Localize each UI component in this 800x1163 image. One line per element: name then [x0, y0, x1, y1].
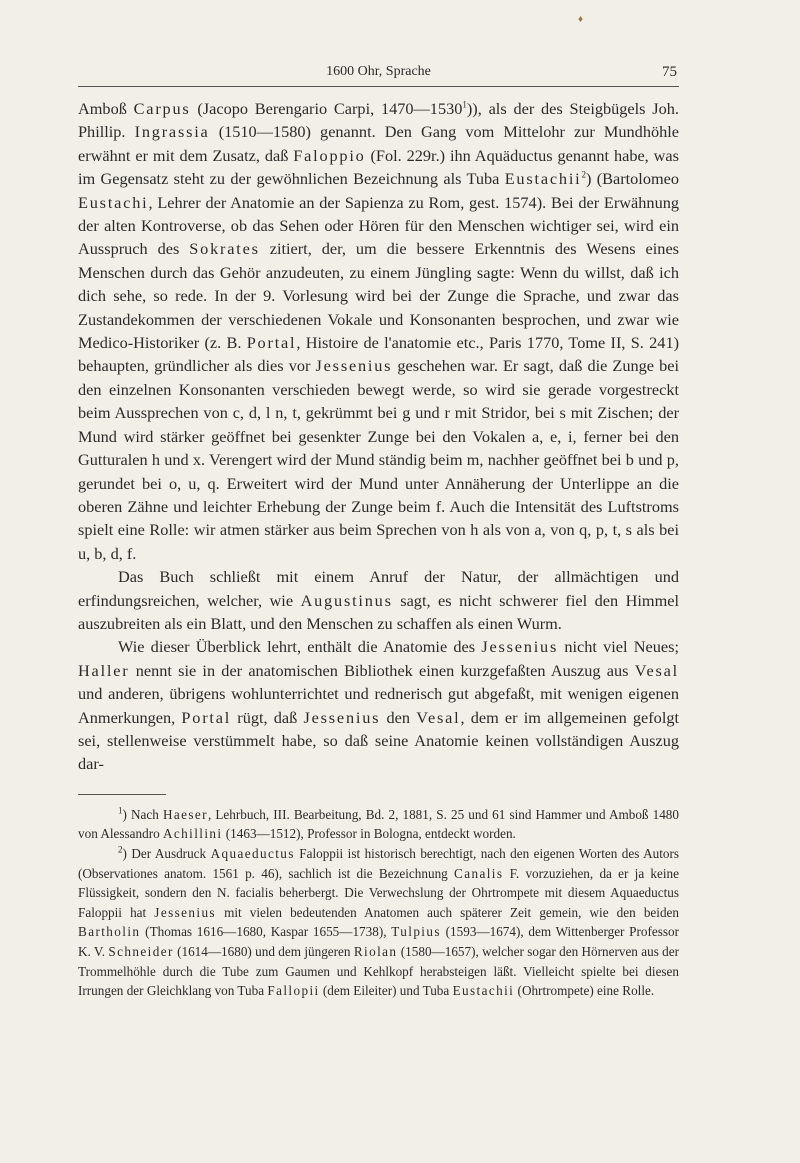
spaced-name: Vesal — [634, 660, 679, 680]
spaced-name: Jessenius — [315, 356, 393, 376]
footnote — [78, 844, 679, 1001]
spaced-name: Jessenius — [481, 637, 559, 657]
text-run: (1593—1674), dem Wittenberger Professor K. V. — [78, 924, 679, 959]
spaced-name: Faloppio — [293, 145, 366, 165]
decorative-dot: ♦ — [578, 14, 584, 25]
page — [78, 60, 679, 1001]
text-run: nicht viel Neues; — [558, 637, 679, 657]
spaced-name: Tulpius — [391, 924, 441, 940]
text-run: (Fol. 229r.) ihn Aquäductus genannt habe, was im Gegensatz steht zu der gewöhnlichen Bezeichnung als Tuba — [78, 145, 679, 189]
running-header — [78, 60, 679, 87]
text-run: F. vorzuziehen, da er ja keine Flüssigkeit, sondern den N. facialis beherbergt. Die Verwechslung der Ohrtrompete mit diesem Aquaeductus Faloppii hat — [78, 865, 679, 920]
text-run: zitiert, der, um die bessere Erkenntnis des Wesens eines Menschen durch das Gehör anzudeuten, zu einem Jüngling sagte: Wenn du willst, daß ich dich sehe, so rede. In der 9. Vorlesung wird bei der Zunge die Sprache, und zwar das Zustandekommen der verschiedenen Vokale und Konsonanten besprochen, und zwar wie Medico-Historiker (z. B. — [78, 239, 680, 353]
text-run: (1580—1657), welcher sogar den Hörnerven aus der Trommelhöhle durch die Tube zum Gaumen und Kehlkopf herabsteigen läßt. Vielleicht spielte bei diesen Irrungen der Gleichklang von Tuba — [78, 943, 680, 999]
spaced-name: Vesal — [416, 707, 461, 727]
spaced-name: Fallopii — [267, 983, 320, 999]
text-run: (1510—1580) genannt. Den Gang vom Mittelohr zur Mundhöhle erwähnt er mit dem Zusatz, daß — [78, 122, 679, 165]
spaced-name: Schneider — [108, 943, 174, 959]
text-run: sagt, es nicht schwerer fiel den Himmel auszubreiten als ein Blatt, und den Menschen zu schaffen als einen Wurm. — [78, 590, 679, 633]
spaced-name: Bartholin — [78, 924, 141, 940]
footnote-ref: 1 — [462, 99, 467, 110]
page-number: 75 — [662, 64, 677, 80]
text-run: (Thomas 1616—1680, Kaspar 1655—1738), — [140, 924, 392, 940]
spaced-name: Haeser — [162, 806, 208, 822]
text-run: (Ohrtrompete) eine Rolle. — [514, 983, 655, 999]
main-text — [78, 97, 679, 776]
paragraph — [78, 97, 679, 565]
text-run: nennt sie in der anatomischen Bibliothek einen kurzgefaßten Auszug aus — [129, 660, 635, 680]
spaced-name: Aquaeductus — [210, 845, 295, 861]
footnote — [78, 805, 679, 844]
spaced-name: Achillini — [162, 826, 223, 842]
spaced-name: Jessenius — [303, 707, 381, 727]
spaced-name: Jessenius — [154, 904, 216, 920]
text-run: den — [380, 707, 417, 727]
spaced-name: Augustinus — [300, 590, 393, 610]
footnote-ref: 2 — [581, 169, 586, 180]
paragraph — [78, 635, 679, 775]
text-run: , Lehrer der Anatomie an der Sapienza zu Rom, gest. 1574). Bei der Erwähnung der alten Kontroverse, ob das Sehen oder Hören für den Menschen wichtiger sei, wird ein Ausspruch des — [78, 192, 679, 259]
spaced-name: Eustachii — [504, 169, 582, 189]
spaced-name: Riolan — [353, 943, 398, 959]
spaced-name: Portal — [246, 333, 297, 353]
paragraph — [78, 565, 679, 635]
text-run: Faloppii ist historisch berechtigt, nach den eigenen Worten des Autors (Observationes anatom. 1561 p. 46), sachlich ist die Bezeichnung — [78, 845, 679, 881]
footnote-rule — [78, 794, 166, 795]
text-run: mit vielen bedeutenden Anatomen auch späterer Zeit gemein, wie den beiden — [215, 904, 679, 920]
text-run: (Jacopo Berengario Carpi, 1470—1530 — [190, 99, 463, 118]
spaced-name: Eustachii — [452, 983, 515, 999]
text-run: (dem Eileiter) und Tuba — [319, 983, 453, 999]
text-run: , Histoire de l'anatomie etc., Paris 1770, Tome II, S. 241) behaupten, gründlicher als dies vor — [78, 333, 680, 376]
footnote-ref: 2 — [118, 844, 123, 855]
text-run: Das Buch schließt mit einem Anruf der Natur, der allmächtigen und erfindungsreichen, welcher, wie — [78, 567, 679, 610]
text-run: geschehen war. Er sagt, daß die Zunge bei den einzelnen Konsonanten verschieden bewegt werde, so wird sie gerade vorgestreckt beim Aussprechen von c, d, l n, t, gekrümmt bei g und r mit Stridor, bei s mit Zischen; der Mund wird stärker geöffnet bei gesenkter Zunge bei den Vokalen a, e, i, ferner bei den Gutturalen h und x. Verengert wird der Mund ständig beim m, nachher geöffnet bei b und p, gerundet bei o, u, q. Erweitert wird der Mund unter Annäherung der Unterlippe an die oberen Zähne und leichter Erhebung der Zunge beim f. Auch die Intensität des Luftstroms spielt eine Rolle: wir atmen stärker aus beim Sprechen von h als von a, von q, p, t, s als bei u, b, d, f. — [78, 356, 680, 563]
text-run: )), als der des Steigbügels Joh. Phillip. — [78, 99, 679, 142]
spaced-name: Portal — [181, 707, 232, 727]
spaced-name: Haller — [78, 660, 130, 680]
spaced-name: Ingrassia — [134, 122, 210, 142]
text-run: Wie dieser Überblick lehrt, enthält die Anatomie des — [118, 637, 482, 657]
text-run: ) Nach — [122, 806, 163, 822]
spaced-name: Carpus — [133, 99, 191, 118]
text-run: und anderen, übrigens wohlunterrichtet und rednerisch gut abgefaßt, mit wenigen eigenen Anmerkungen, — [78, 684, 679, 727]
text-run: ) (Bartolomeo — [585, 169, 680, 189]
text-run: (1463—1512), Professor in Bologna, entdeckt worden. — [222, 826, 516, 842]
spaced-name: Eustachi — [78, 192, 149, 212]
footnotes — [78, 805, 679, 1001]
spaced-name: Sokrates — [189, 239, 260, 259]
text-run: , Lehrbuch, III. Bearbeitung, Bd. 2, 1881, S. 25 und 61 sind Hammer und Amboß 1480 von Alessandro — [78, 806, 679, 842]
text-run: rügt, daß — [231, 707, 304, 727]
text-run: (1614—1680) und dem jüngeren — [173, 943, 354, 959]
running-title: 1600 Ohr, Sprache — [326, 64, 431, 79]
footnote-ref: 1 — [118, 805, 123, 816]
spaced-name: Canalis — [454, 865, 504, 881]
text-run: Amboß — [78, 99, 134, 118]
text-run: ) Der Ausdruck — [122, 845, 211, 861]
text-run: , dem er im allgemeinen gefolgt sei, stellenweise verstümmelt habe, so daß seine Anatomie keinen vollständigen Auszug dar- — [78, 707, 680, 774]
